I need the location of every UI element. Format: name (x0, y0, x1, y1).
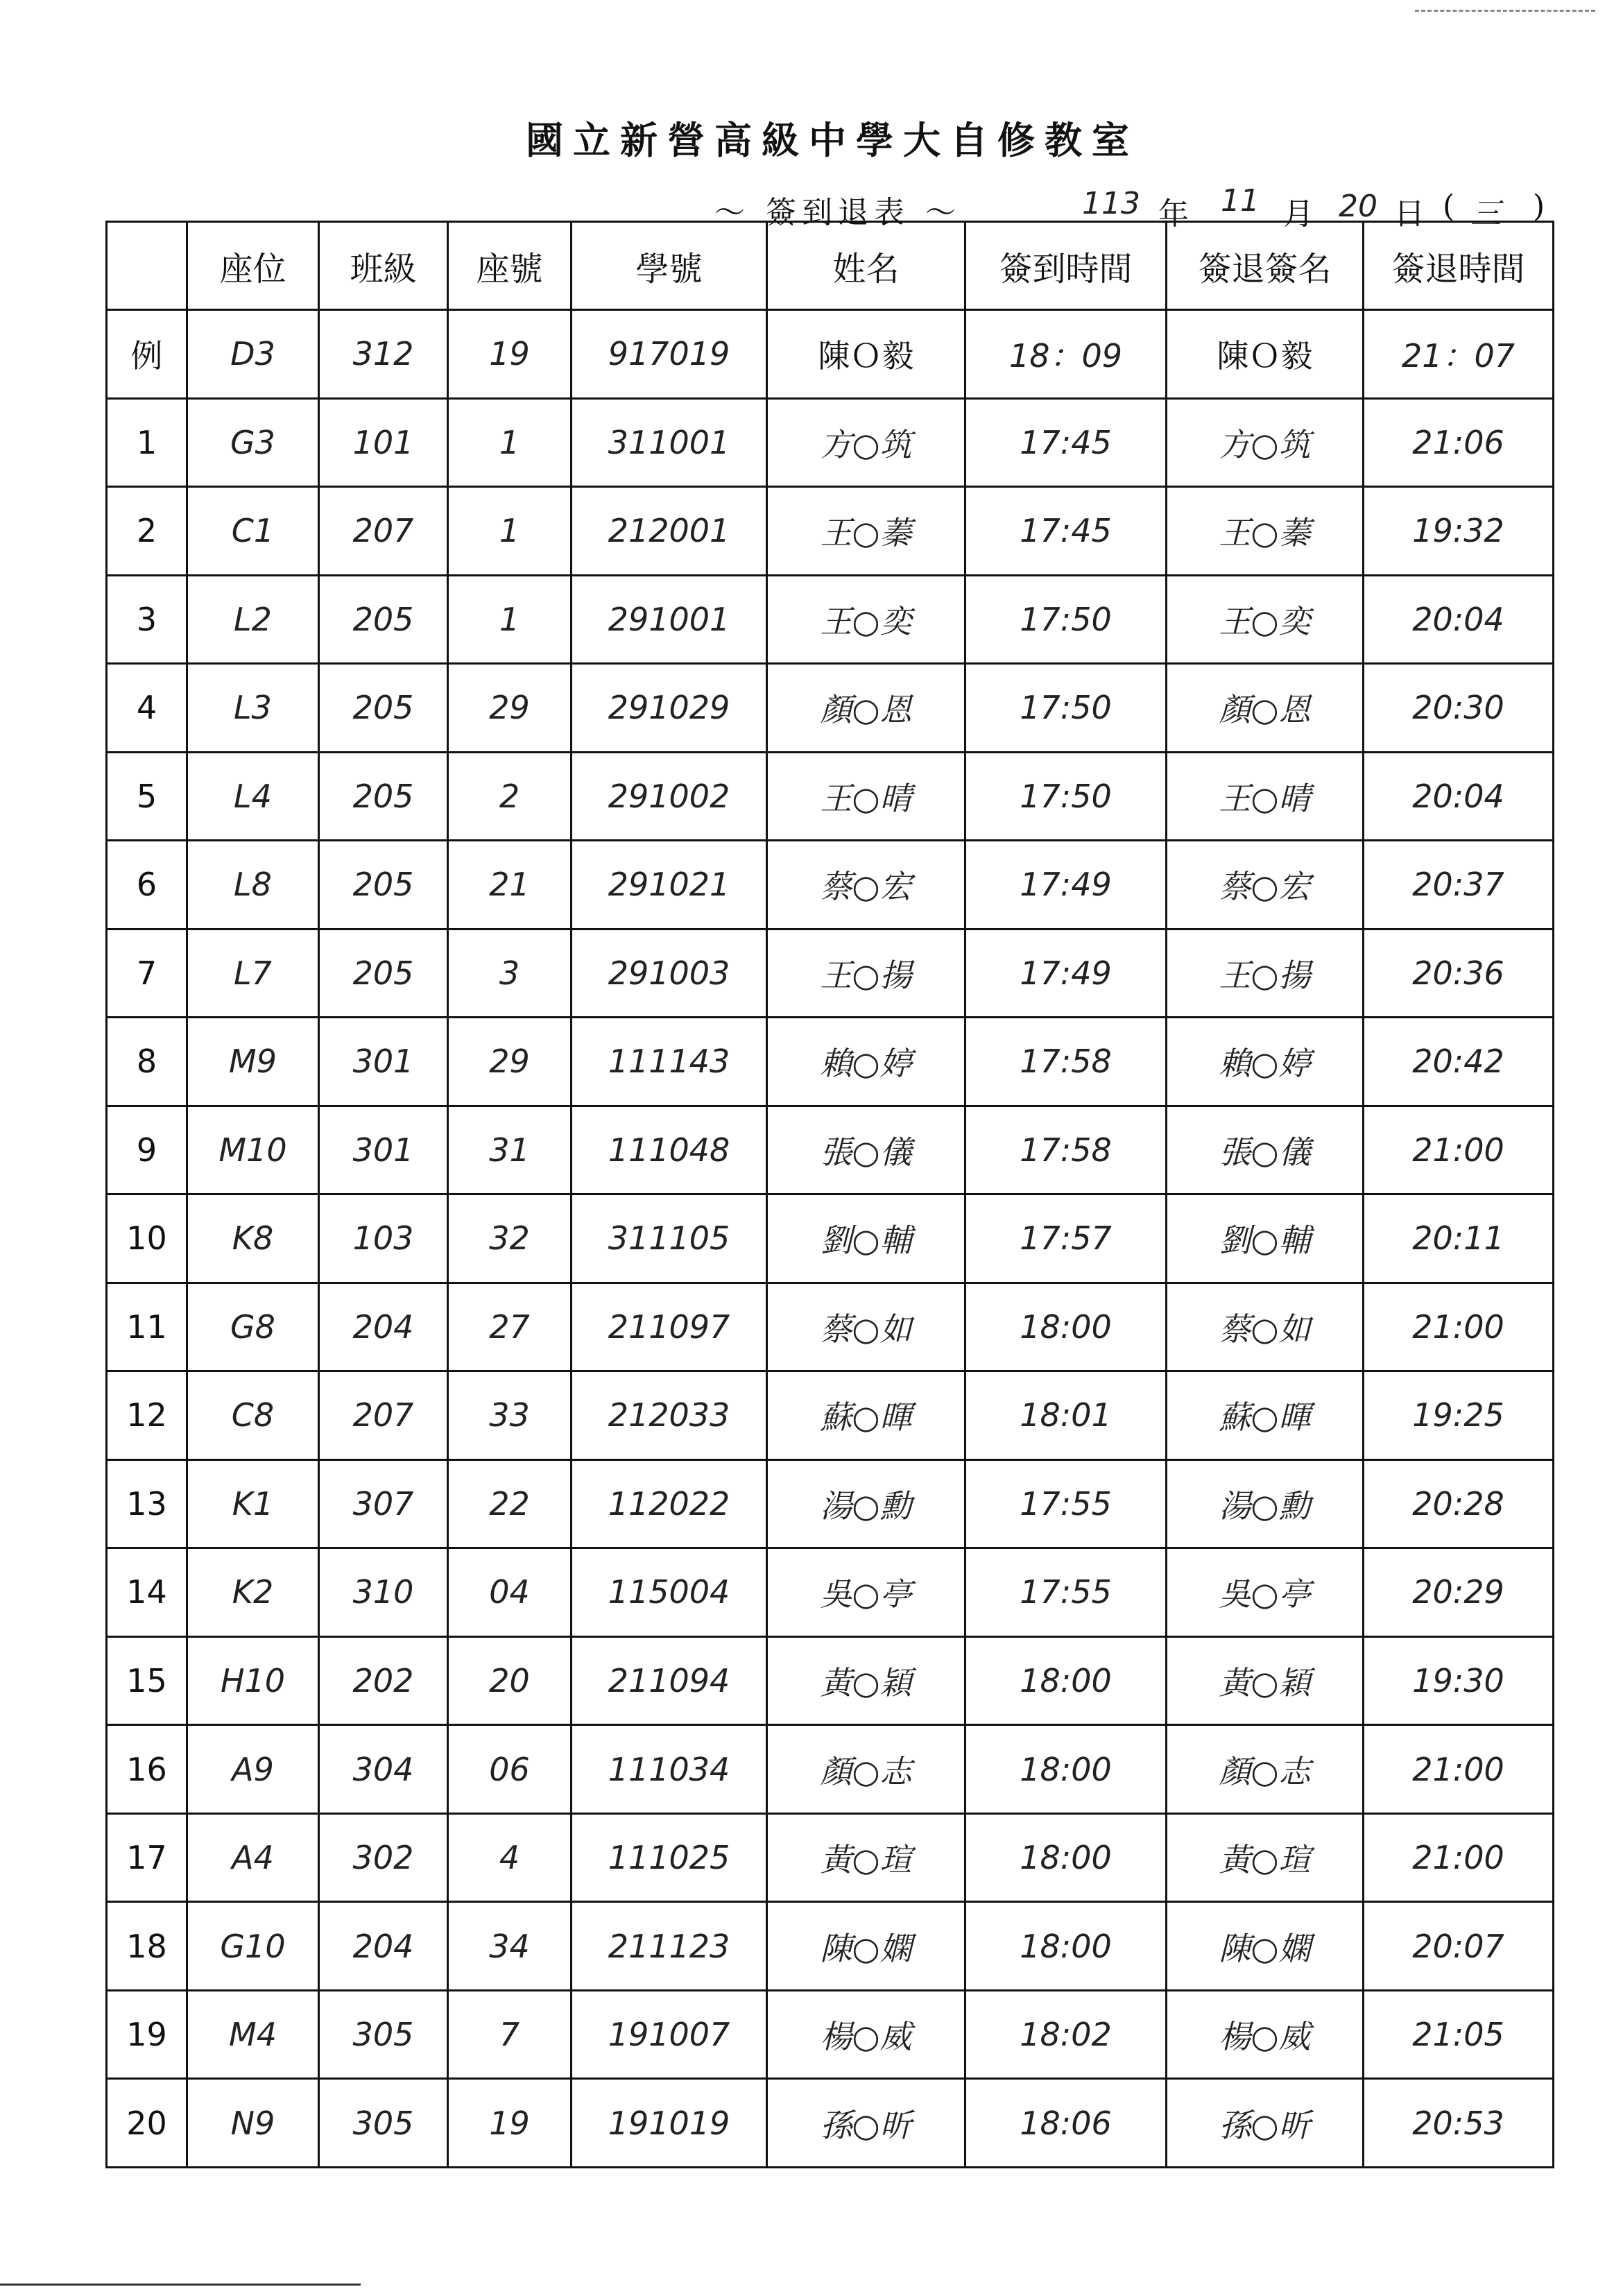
cell-class: 307 (319, 1459, 448, 1548)
cell-name: 顏○志 (767, 1725, 965, 1814)
cell-seat-no: 29 (448, 1018, 572, 1106)
cell-checkout-sig: 賴○婷 (1167, 1018, 1364, 1106)
cell-index: 例 (107, 310, 187, 399)
cell-index: 17 (107, 1813, 187, 1902)
table-row (107, 1459, 1554, 1548)
cell-checkout-sig: 蔡○如 (1167, 1283, 1364, 1371)
cell-checkin: 17:55 (965, 1459, 1167, 1548)
table-row (107, 575, 1554, 664)
cell-checkin: 17:57 (965, 1194, 1167, 1283)
table-row (107, 1018, 1554, 1106)
cell-index: 15 (107, 1636, 187, 1725)
table-row (107, 2079, 1554, 2168)
cell-checkout: 21:05 (1364, 1990, 1554, 2079)
cell-name: 陳○嫻 (767, 1902, 965, 1991)
date-day: 20 (1339, 189, 1377, 224)
col-header-checkout-sig: 簽退簽名 (1167, 222, 1364, 310)
cell-checkin: 17:50 (965, 752, 1167, 841)
cell-checkout-sig: 劉○輔 (1167, 1194, 1364, 1283)
cell-name: 顏○恩 (767, 664, 965, 753)
cell-seat-no: 7 (448, 1990, 572, 2079)
cell-student-id: 111034 (572, 1725, 767, 1814)
cell-checkout: 20:30 (1364, 664, 1554, 753)
cell-student-id: 191019 (572, 2079, 767, 2168)
cell-student-id: 917019 (572, 310, 767, 399)
cell-checkout-sig: 陳○嫻 (1167, 1902, 1364, 1991)
cell-seat: K1 (187, 1459, 319, 1548)
cell-name: 王○奕 (767, 575, 965, 664)
cell-checkout-sig: 方○筑 (1167, 398, 1364, 487)
cell-class: 205 (319, 575, 448, 664)
cell-student-id: 211123 (572, 1902, 767, 1991)
cell-seat-no: 32 (448, 1194, 572, 1283)
cell-index: 9 (107, 1106, 187, 1194)
page-subtitle: ～ 簽到退表 ～ (714, 195, 961, 230)
top-edge-line (1415, 10, 1595, 12)
cell-seat-no: 04 (448, 1548, 572, 1637)
cell-class: 310 (319, 1548, 448, 1637)
table-row (107, 929, 1554, 1018)
cell-checkin: 17:49 (965, 841, 1167, 929)
cell-class: 103 (319, 1194, 448, 1283)
date-day-unit: 日 (1394, 196, 1425, 232)
cell-student-id: 111048 (572, 1106, 767, 1194)
cell-seat-no: 06 (448, 1725, 572, 1814)
cell-index: 8 (107, 1018, 187, 1106)
cell-index: 19 (107, 1990, 187, 2079)
cell-student-id: 291002 (572, 752, 767, 841)
cell-checkin: 17:45 (965, 487, 1167, 576)
cell-name: 張○儀 (767, 1106, 965, 1194)
cell-checkout-sig: 顏○志 (1167, 1725, 1364, 1814)
cell-student-id: 111143 (572, 1018, 767, 1106)
cell-seat: C1 (187, 487, 319, 576)
cell-seat: L2 (187, 575, 319, 664)
cell-class: 302 (319, 1813, 448, 1902)
cell-checkout: 20:11 (1364, 1194, 1554, 1283)
cell-checkout: 20:04 (1364, 575, 1554, 664)
cell-checkout: 21：07 (1364, 310, 1554, 399)
table-row (107, 1371, 1554, 1460)
cell-checkout-sig: 吳○亭 (1167, 1548, 1364, 1637)
col-header-checkout: 簽退時間 (1364, 222, 1554, 310)
header-row (107, 222, 1554, 310)
cell-checkout: 21:00 (1364, 1283, 1554, 1371)
cell-checkout: 20:37 (1364, 841, 1554, 929)
cell-name: 蘇○暉 (767, 1371, 965, 1460)
cell-checkout: 21:00 (1364, 1725, 1554, 1814)
cell-student-id: 291001 (572, 575, 767, 664)
cell-seat: C8 (187, 1371, 319, 1460)
cell-index: 20 (107, 2079, 187, 2168)
table-row (107, 1725, 1554, 1814)
cell-name: 黃○瑄 (767, 1813, 965, 1902)
cell-checkout: 19:30 (1364, 1636, 1554, 1725)
table-row (107, 1813, 1554, 1902)
cell-checkin: 18:01 (965, 1371, 1167, 1460)
cell-student-id: 115004 (572, 1548, 767, 1637)
cell-checkin: 17:50 (965, 575, 1167, 664)
cell-seat: A9 (187, 1725, 319, 1814)
cell-name: 孫○昕 (767, 2079, 965, 2168)
cell-class: 205 (319, 752, 448, 841)
cell-name: 陳Ｏ毅 (767, 310, 965, 399)
cell-checkin: 18:00 (965, 1725, 1167, 1814)
cell-checkout-sig: 黃○瑄 (1167, 1813, 1364, 1902)
cell-checkin: 17:55 (965, 1548, 1167, 1637)
date-year-unit: 年 (1158, 196, 1189, 232)
cell-seat: K8 (187, 1194, 319, 1283)
cell-seat-no: 1 (448, 487, 572, 576)
cell-index: 13 (107, 1459, 187, 1548)
cell-seat: H10 (187, 1636, 319, 1725)
cell-seat: L3 (187, 664, 319, 753)
cell-index: 11 (107, 1283, 187, 1371)
cell-class: 305 (319, 2079, 448, 2168)
table-row (107, 841, 1554, 929)
cell-name: 蔡○宏 (767, 841, 965, 929)
cell-checkout: 20:04 (1364, 752, 1554, 841)
cell-seat: A4 (187, 1813, 319, 1902)
cell-student-id: 112022 (572, 1459, 767, 1548)
cell-student-id: 311001 (572, 398, 767, 487)
date-year: 113 (1082, 186, 1140, 221)
cell-seat: G10 (187, 1902, 319, 1991)
cell-class: 204 (319, 1283, 448, 1371)
cell-checkout-sig: 王○奕 (1167, 575, 1364, 664)
cell-seat-no: 3 (448, 929, 572, 1018)
table-row (107, 398, 1554, 487)
cell-seat-no: 21 (448, 841, 572, 929)
cell-checkin: 17:58 (965, 1106, 1167, 1194)
cell-checkout-sig: 蔡○宏 (1167, 841, 1364, 929)
cell-class: 301 (319, 1018, 448, 1106)
cell-student-id: 212033 (572, 1371, 767, 1460)
col-header-class: 班級 (319, 222, 448, 310)
cell-class: 304 (319, 1725, 448, 1814)
cell-seat-no: 20 (448, 1636, 572, 1725)
cell-index: 3 (107, 575, 187, 664)
cell-index: 10 (107, 1194, 187, 1283)
cell-checkin: 17:49 (965, 929, 1167, 1018)
cell-checkout: 21:06 (1364, 398, 1554, 487)
cell-checkout: 21:00 (1364, 1106, 1554, 1194)
cell-class: 305 (319, 1990, 448, 2079)
cell-seat-no: 31 (448, 1106, 572, 1194)
cell-seat-no: 34 (448, 1902, 572, 1991)
cell-seat: M9 (187, 1018, 319, 1106)
cell-seat-no: 19 (448, 310, 572, 399)
cell-name: 方○筑 (767, 398, 965, 487)
cell-index: 4 (107, 664, 187, 753)
cell-seat-no: 1 (448, 575, 572, 664)
cell-student-id: 291021 (572, 841, 767, 929)
cell-checkout-sig: 蘇○暉 (1167, 1371, 1364, 1460)
cell-checkout-sig: 孫○昕 (1167, 2079, 1364, 2168)
cell-checkout: 20:28 (1364, 1459, 1554, 1548)
cell-index: 2 (107, 487, 187, 576)
col-header-seat-no: 座號 (448, 222, 572, 310)
col-header-index (107, 222, 187, 310)
col-header-student-id: 學號 (572, 222, 767, 310)
cell-student-id: 211094 (572, 1636, 767, 1725)
cell-name: 王○揚 (767, 929, 965, 1018)
table-row (107, 1106, 1554, 1194)
bottom-edge-line (0, 2284, 361, 2286)
cell-student-id: 111025 (572, 1813, 767, 1902)
cell-name: 蔡○如 (767, 1283, 965, 1371)
cell-checkin: 18:02 (965, 1990, 1167, 2079)
cell-seat: G3 (187, 398, 319, 487)
table-row (107, 487, 1554, 576)
cell-seat-no: 29 (448, 664, 572, 753)
cell-index: 18 (107, 1902, 187, 1991)
cell-checkout: 19:32 (1364, 487, 1554, 576)
cell-checkin: 18:06 (965, 2079, 1167, 2168)
cell-class: 101 (319, 398, 448, 487)
cell-seat-no: 1 (448, 398, 572, 487)
cell-checkout-sig: 陳Ｏ毅 (1167, 310, 1364, 399)
cell-name: 湯○勳 (767, 1459, 965, 1548)
cell-seat-no: 2 (448, 752, 572, 841)
cell-seat-no: 22 (448, 1459, 572, 1548)
cell-checkout-sig: 王○揚 (1167, 929, 1364, 1018)
cell-name: 劉○輔 (767, 1194, 965, 1283)
cell-checkout-sig: 顏○恩 (1167, 664, 1364, 753)
table-row (107, 664, 1554, 753)
table-row (107, 1990, 1554, 2079)
cell-seat: L4 (187, 752, 319, 841)
cell-name: 王○蓁 (767, 487, 965, 576)
cell-checkin: 18:00 (965, 1636, 1167, 1725)
cell-checkout: 21:00 (1364, 1813, 1554, 1902)
cell-seat: M4 (187, 1990, 319, 2079)
table-row (107, 752, 1554, 841)
example-row (107, 310, 1554, 399)
table-row (107, 1283, 1554, 1371)
cell-name: 賴○婷 (767, 1018, 965, 1106)
cell-checkout: 19:25 (1364, 1371, 1554, 1460)
cell-checkout-sig: 黃○穎 (1167, 1636, 1364, 1725)
cell-checkout-sig: 王○蓁 (1167, 487, 1364, 576)
cell-name: 黃○穎 (767, 1636, 965, 1725)
cell-name: 吳○亭 (767, 1548, 965, 1637)
cell-name: 楊○威 (767, 1990, 965, 2079)
date-month: 11 (1221, 183, 1260, 219)
cell-seat-no: 33 (448, 1371, 572, 1460)
cell-class: 312 (319, 310, 448, 399)
cell-index: 5 (107, 752, 187, 841)
date-weekday: 三 (1470, 196, 1501, 232)
cell-checkin: 18:00 (965, 1283, 1167, 1371)
cell-name: 王○晴 (767, 752, 965, 841)
cell-seat: K2 (187, 1548, 319, 1637)
cell-class: 207 (319, 487, 448, 576)
signin-table (105, 221, 1554, 2168)
cell-student-id: 211097 (572, 1283, 767, 1371)
col-header-seat: 座位 (187, 222, 319, 310)
cell-index: 12 (107, 1371, 187, 1460)
table-row (107, 1902, 1554, 1991)
cell-index: 16 (107, 1725, 187, 1814)
cell-checkout-sig: 楊○威 (1167, 1990, 1364, 2079)
cell-checkin: 17:50 (965, 664, 1167, 753)
cell-student-id: 311105 (572, 1194, 767, 1283)
cell-index: 7 (107, 929, 187, 1018)
cell-seat: M10 (187, 1106, 319, 1194)
cell-checkin: 18：09 (965, 310, 1167, 399)
cell-seat: G8 (187, 1283, 319, 1371)
page-title: 國立新營高級中學大自修教室 (526, 118, 1139, 162)
table-row (107, 1636, 1554, 1725)
table-row (107, 1548, 1554, 1637)
cell-checkin: 18:00 (965, 1902, 1167, 1991)
cell-class: 205 (319, 929, 448, 1018)
cell-class: 207 (319, 1371, 448, 1460)
table-row (107, 1194, 1554, 1283)
cell-class: 301 (319, 1106, 448, 1194)
cell-student-id: 291003 (572, 929, 767, 1018)
cell-class: 204 (319, 1902, 448, 1991)
cell-seat: D3 (187, 310, 319, 399)
cell-student-id: 191007 (572, 1990, 767, 2079)
cell-student-id: 212001 (572, 487, 767, 576)
cell-seat-no: 19 (448, 2079, 572, 2168)
cell-seat: L8 (187, 841, 319, 929)
cell-checkout-sig: 湯○勳 (1167, 1459, 1364, 1548)
cell-checkout-sig: 王○晴 (1167, 752, 1364, 841)
cell-checkout: 20:36 (1364, 929, 1554, 1018)
col-header-name: 姓名 (767, 222, 965, 310)
cell-index: 6 (107, 841, 187, 929)
cell-checkout-sig: 張○儀 (1167, 1106, 1364, 1194)
cell-index: 14 (107, 1548, 187, 1637)
cell-checkout: 20:07 (1364, 1902, 1554, 1991)
date-month-unit: 月 (1283, 196, 1314, 232)
col-header-checkin: 簽到時間 (965, 222, 1167, 310)
cell-checkout: 20:42 (1364, 1018, 1554, 1106)
date-weekday-open: ( (1443, 189, 1455, 224)
cell-checkout: 20:53 (1364, 2079, 1554, 2168)
cell-class: 205 (319, 664, 448, 753)
cell-seat: N9 (187, 2079, 319, 2168)
cell-seat-no: 4 (448, 1813, 572, 1902)
date-weekday-close: ) (1533, 189, 1545, 224)
cell-checkin: 17:45 (965, 398, 1167, 487)
cell-seat-no: 27 (448, 1283, 572, 1371)
cell-class: 202 (319, 1636, 448, 1725)
cell-index: 1 (107, 398, 187, 487)
cell-checkin: 17:58 (965, 1018, 1167, 1106)
cell-checkin: 18:00 (965, 1813, 1167, 1902)
cell-checkout: 20:29 (1364, 1548, 1554, 1637)
cell-seat: L7 (187, 929, 319, 1018)
cell-student-id: 291029 (572, 664, 767, 753)
cell-class: 205 (319, 841, 448, 929)
